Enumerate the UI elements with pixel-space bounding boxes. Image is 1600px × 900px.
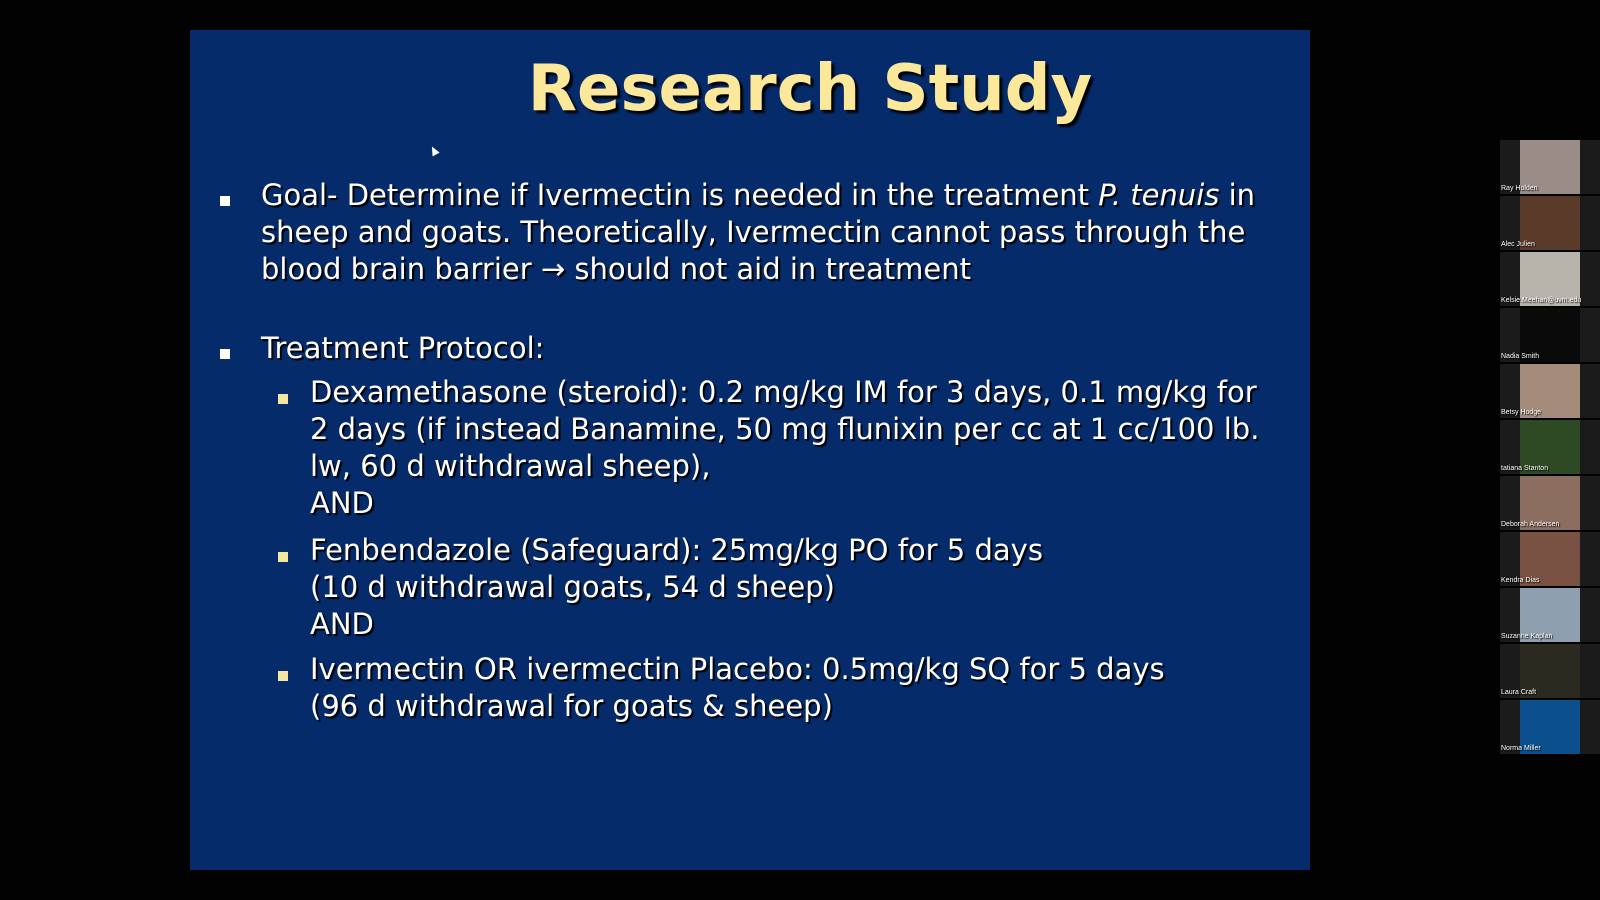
- participant-name: Deborah Andersen: [1501, 521, 1560, 528]
- participant-name: Betsy Hodge: [1501, 409, 1542, 416]
- participant-name: Alec Julien: [1501, 241, 1535, 248]
- presentation-slide: [190, 30, 1310, 870]
- participant-name: Kendra Dias: [1501, 577, 1540, 584]
- participant-name: tatiana Stanton: [1501, 465, 1549, 472]
- slide-title: Research Study: [527, 52, 1093, 126]
- protocol-heading: Treatment Protocol:: [261, 331, 545, 365]
- goal-species-name: tenuis: [1130, 178, 1220, 212]
- participant-gallery[interactable]: [1500, 140, 1600, 760]
- conjunction-and: AND: [310, 486, 374, 520]
- goal-species-genus: P.: [1098, 178, 1121, 212]
- participant-name: Nadia Smith: [1501, 353, 1540, 360]
- participant-name: Ray Holden: [1501, 185, 1538, 192]
- participant-tile[interactable]: [1500, 532, 1600, 586]
- participant-tile[interactable]: [1500, 364, 1600, 418]
- participant-tile[interactable]: [1500, 644, 1600, 698]
- participant-name: Kelsie.Meehan@uvm.edu: [1501, 297, 1582, 304]
- protocol-item-dexamethasone: [310, 374, 1280, 522]
- participant-name: Suzanne Kaplan: [1501, 633, 1553, 640]
- protocol-item-withdrawal: (10 d withdrawal goats, 54 d sheep): [310, 570, 835, 604]
- sub-bullet-marker: [278, 552, 288, 562]
- protocol-item-text: Fenbendazole (Safeguard): 25mg/kg PO for 5 days: [310, 533, 1043, 567]
- goal-text: Goal- Determine if Ivermectin is needed in the treatment: [261, 178, 1099, 212]
- sub-bullet-marker: [278, 671, 288, 681]
- protocol-item-withdrawal: (96 d withdrawal for goats & sheep): [310, 689, 833, 723]
- participant-tile[interactable]: [1500, 140, 1600, 194]
- bullet-marker: [220, 349, 230, 359]
- protocol-item-ivermectin: [310, 651, 1280, 725]
- sub-bullet-marker: [278, 394, 288, 404]
- participant-name: Norma Miller: [1501, 745, 1541, 752]
- participant-tile[interactable]: [1500, 196, 1600, 250]
- participant-tile[interactable]: [1500, 476, 1600, 530]
- participant-tile[interactable]: [1500, 588, 1600, 642]
- protocol-item-fenbendazole: [310, 532, 1280, 643]
- goal-bullet: [261, 177, 1281, 288]
- participant-tile[interactable]: [1500, 420, 1600, 474]
- goal-text-continued: in sheep and goats. Theoretically, Ivermectin cannot pass through the blood brain barrier → should not aid in treatment: [261, 178, 1256, 286]
- participant-tile[interactable]: [1500, 308, 1600, 362]
- participant-name: Laura Craft: [1501, 689, 1537, 696]
- bullet-marker: [220, 196, 230, 206]
- mouse-pointer-icon: [428, 145, 439, 157]
- participant-tile[interactable]: [1500, 700, 1600, 754]
- protocol-item-text: Ivermectin OR ivermectin Placebo: 0.5mg/kg SQ for 5 days: [310, 652, 1165, 686]
- conjunction-and: AND: [310, 607, 374, 641]
- participant-tile[interactable]: [1500, 252, 1600, 306]
- protocol-item-text: Dexamethasone (steroid): 0.2 mg/kg IM for 3 days, 0.1 mg/kg for 2 days (if instead Banamine, 50 mg flunixin per cc at 1 cc/100 lb. lw, 60 d withdrawal sheep),: [310, 375, 1260, 483]
